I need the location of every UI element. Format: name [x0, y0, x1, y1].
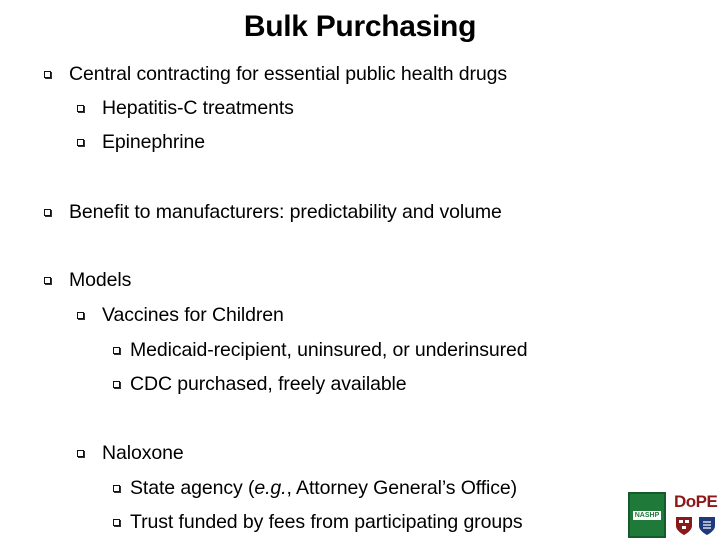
- square-bullet-icon: [77, 139, 84, 146]
- harvard-shield-icon: [675, 516, 693, 536]
- bullet-text: Medicaid-recipient, uninsured, or underinsured: [130, 339, 528, 361]
- square-bullet-icon: [77, 450, 84, 457]
- square-bullet-icon: [113, 347, 120, 354]
- bullet-text: State agency (e.g., Attorney General’s Office): [130, 477, 518, 499]
- square-bullet-icon: [77, 105, 84, 112]
- university-shield-icon: [698, 516, 716, 536]
- dope-logo: DoPE: [672, 492, 720, 538]
- square-bullet-icon: [44, 209, 51, 216]
- bullet-text: Central contracting for essential public health drugs: [69, 63, 508, 85]
- bullet-item-models: [44, 269, 131, 292]
- square-bullet-icon: [113, 381, 120, 388]
- bullet-text: Vaccines for Children: [102, 304, 284, 326]
- bullet-text: CDC purchased, freely available: [130, 373, 407, 395]
- bullet-text: Hepatitis-C treatments: [102, 97, 294, 119]
- square-bullet-icon: [44, 277, 51, 284]
- bullet-item-state-agency: [113, 477, 517, 500]
- bullet-item-hepatitis-c: [77, 97, 294, 120]
- square-bullet-icon: [113, 519, 120, 526]
- bullet-item-naloxone: [77, 442, 184, 465]
- bullet-text: Epinephrine: [102, 131, 205, 153]
- bullet-text: Benefit to manufacturers: predictability and volume: [69, 201, 502, 223]
- bullet-text: Trust funded by fees from participating groups: [130, 511, 523, 533]
- bullet-item-central-contracting: [44, 63, 507, 86]
- bullet-text: Models: [69, 269, 132, 291]
- square-bullet-icon: [44, 71, 51, 78]
- bullet-text: Naloxone: [102, 442, 184, 464]
- bullet-item-epinephrine: [77, 131, 205, 154]
- bullet-item-benefit: [44, 201, 502, 224]
- bullet-item-vaccines: [77, 304, 284, 327]
- bullet-item-medicaid: [113, 339, 528, 362]
- bullet-item-cdc: [113, 373, 407, 396]
- nashp-logo: NASHP: [628, 492, 666, 538]
- bullet-item-trust: [113, 511, 522, 534]
- slide-title: Bulk Purchasing: [243, 10, 477, 43]
- square-bullet-icon: [113, 485, 120, 492]
- logos: [628, 492, 720, 538]
- square-bullet-icon: [77, 312, 84, 319]
